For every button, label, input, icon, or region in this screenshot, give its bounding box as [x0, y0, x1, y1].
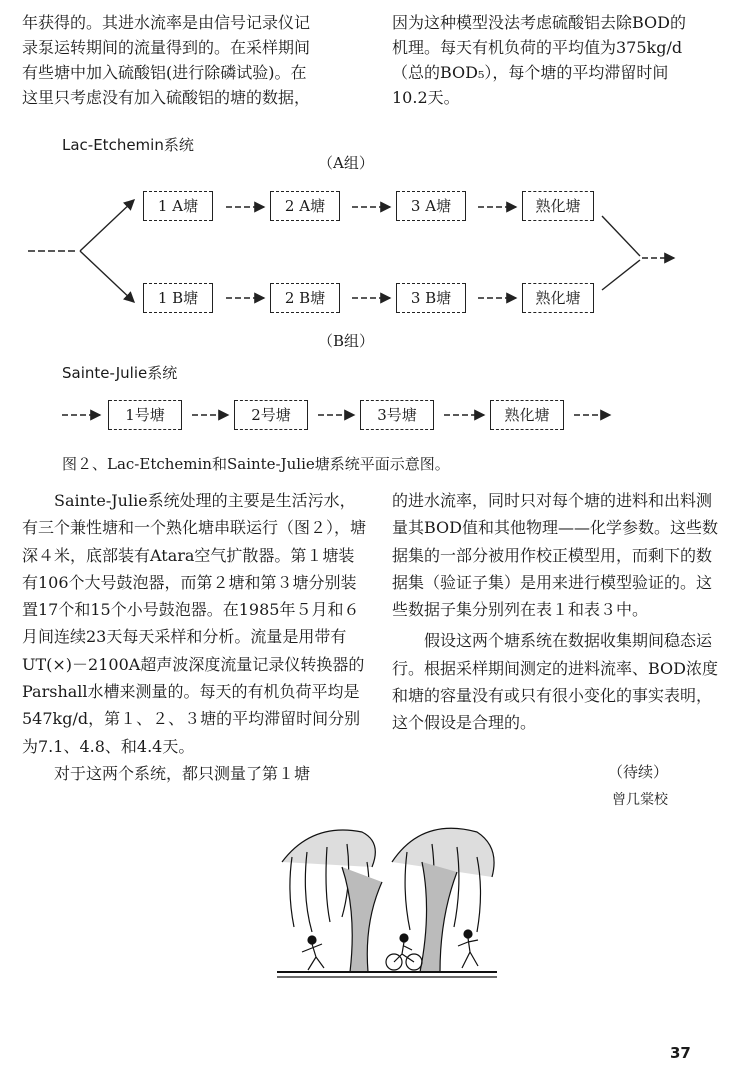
lac-etchemin-title: Lac-Etchemin系统: [62, 136, 194, 154]
paragraph: 的进水流率，同时只对每个塘的进料和出料测量其BOD值和其他物理——化学参数。这些数据集的一部分被用作校正模型用，而剩下的数据集（验证子集）是用来进行模型验证的。这些数据子集分别列在表１和表３中。: [392, 491, 719, 620]
bottom-right-column: [392, 487, 722, 737]
maturation-pond-b: 熟化塘: [522, 283, 594, 313]
to-be-continued: （待续）: [608, 763, 669, 781]
pond-1b: 1 B塘: [143, 283, 213, 313]
text-line: 有些塘中加入硫酸铝(进行除磷试验)。在: [22, 63, 307, 82]
pond-1a: 1 A塘: [143, 191, 213, 221]
bottom-left-column: [22, 487, 367, 787]
page-number: 37: [670, 1044, 691, 1062]
trees-illustration: [272, 822, 502, 992]
text-line: 录泵运转期间的流量得到的。在采样期间: [22, 38, 311, 57]
pond-1: 1号塘: [108, 400, 182, 430]
pond-2: 2号塘: [234, 400, 308, 430]
proofreader-credit: 曾几棠校: [612, 792, 668, 808]
text-line: 机理。每天有机负荷的平均值为375kg/d: [392, 38, 683, 57]
maturation-pond-c: 熟化塘: [490, 400, 564, 430]
text-line: 年获得的。其进水流率是由信号记录仪记: [22, 13, 311, 32]
text-line: （总的BOD₅），每个塘的平均滞留时间: [392, 63, 669, 82]
group-b-label: （B组）: [318, 332, 375, 350]
pond-3: 3号塘: [360, 400, 434, 430]
sainte-julie-title: Sainte-Julie系统: [62, 364, 178, 382]
pond-3b: 3 B塘: [396, 283, 466, 313]
maturation-pond-a: 熟化塘: [522, 191, 594, 221]
text-line: 因为这种模型没法考虑硫酸铝去除BOD的: [392, 13, 687, 32]
paragraph: 假设这两个塘系统在数据收集期间稳态运行。根据采样期间测定的进料流率、BOD浓度和塘的容量没有或只有很小变化的事实表明，这个假设是合理的。: [392, 631, 719, 733]
pond-3a: 3 A塘: [396, 191, 466, 221]
pond-2b: 2 B塘: [270, 283, 340, 313]
flow-arrows: [0, 0, 740, 460]
paragraph: Sainte-Julie系统处理的主要是生活污水，有三个兼性塘和一个熟化塘串联运行（图２），塘深４米，底部装有Atara空气扩散器。第１塘装有106个大号鼓泡器，而第２塘和第３塘分别装置17个和15个小号鼓泡器。在1985年５月和６月间连续23天每天采样和分析。流量是用带有UT(×)－2100A超声波深度流量记录仪转换器的Parshall水槽来测量的。每天的有机负荷平均是547kg/d，第１、２、３塘的平均滞留时间分别为7.1、4.8、和4.4天。: [22, 491, 367, 756]
pond-2a: 2 A塘: [270, 191, 340, 221]
figure-caption: 图２、Lac-Etchemin和Sainte-Julie塘系统平面示意图。: [62, 455, 450, 473]
text-line: 这里只考虑没有加入硫酸铝的塘的数据，: [22, 88, 311, 107]
text-line: 10.2天。: [392, 88, 460, 107]
group-a-label: （A组）: [318, 154, 374, 172]
paragraph: 对于这两个系统，都只测量了第１塘: [54, 763, 311, 783]
